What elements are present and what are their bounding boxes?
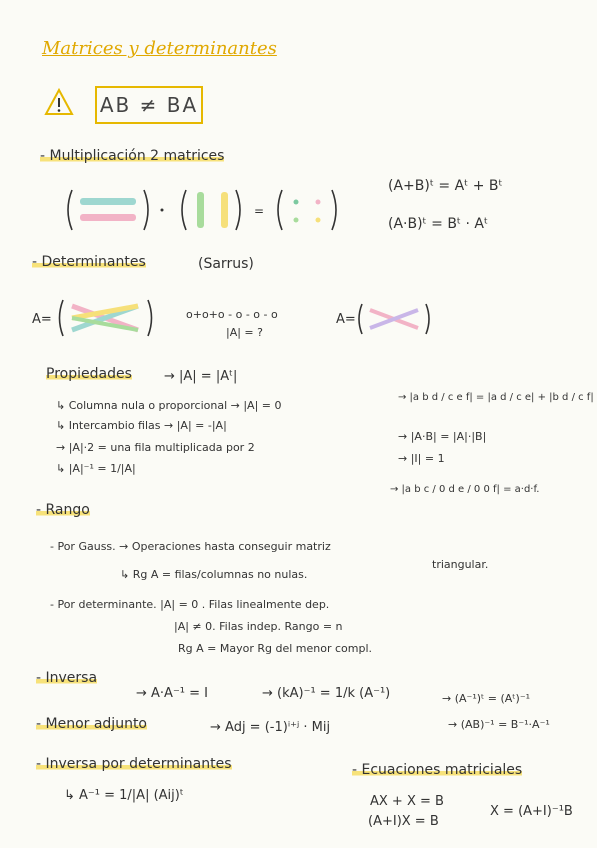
property-item-4: ↳ |A|⁻¹ = 1/|A| [56, 462, 136, 475]
sarrus-diagram-2 [356, 302, 432, 336]
inverse-rule-3: → (A⁻¹)ᵗ = (Aᵗ)⁻¹ [442, 692, 531, 705]
adjoint-heading: - Menor adjunto [36, 716, 147, 732]
rank-determinant: - Por determinante. |A| = 0 . Filas linealmente dep. [50, 598, 330, 611]
matrix-equation-1: AX + X = B [370, 794, 444, 809]
properties-main-rule: → |A| = |Aᵗ| [164, 369, 238, 384]
matrix-equation-2: (A+I)X = B [368, 814, 439, 829]
property-right-1: → |a b d / c e f| = |a d / c e| + |b d / c f| [398, 392, 594, 403]
inverse-heading: - Inversa [36, 670, 98, 686]
property-right-3: → |I| = 1 [398, 452, 445, 465]
properties-heading: Propiedades [46, 366, 132, 382]
matrix-a-label: A= [32, 312, 52, 327]
inverse-by-determinants-heading: - Inversa por determinantes [36, 756, 232, 772]
transpose-sum-rule: (A+B)ᵗ = Aᵗ + Bᵗ [388, 178, 503, 194]
rank-gauss-cont: triangular. [432, 558, 489, 571]
property-right-4: → |a b c / 0 d e / 0 0 f| = a·d·f. [390, 484, 540, 495]
multiplication-heading: - Multiplicación 2 matrices [40, 148, 225, 164]
page-title: Matrices y determinantes [42, 38, 277, 59]
inverse-rule-4: → (AB)⁻¹ = B⁻¹·A⁻¹ [448, 718, 550, 731]
ab-not-equal-ba-box: AB ≠ BA [95, 86, 203, 124]
inverse-rule-1: → A·A⁻¹ = I [136, 686, 209, 701]
rank-gauss-result: ↳ Rg A = filas/columnas no nulas. [120, 568, 308, 581]
property-item-1: ↳ Columna nula o proporcional → |A| = 0 [56, 399, 282, 412]
sarrus-diagram [56, 298, 156, 338]
warning-icon [44, 88, 74, 116]
matrix-a-label-2: A= [336, 312, 356, 327]
rank-gauss: - Por Gauss. → Operaciones hasta conseguir matriz [50, 540, 331, 553]
inverse-by-determinants-formula: ↳ A⁻¹ = 1/|A| (Aij)ᵗ [64, 788, 184, 803]
abs-a-value: |A| = ? [226, 326, 263, 339]
sarrus-label: (Sarrus) [198, 256, 254, 272]
rank-determinant-3: Rg A = Mayor Rg del menor compl. [178, 642, 373, 655]
svg-text:=: = [254, 204, 265, 218]
transpose-product-rule: (A·B)ᵗ = Bᵗ · Aᵗ [388, 216, 489, 232]
inverse-rule-2: → (kA)⁻¹ = 1/k (A⁻¹) [262, 686, 391, 701]
determinants-heading: - Determinantes [32, 254, 146, 270]
sarrus-sum-line: o+o+o - o - o - o [186, 308, 278, 321]
matrix-equation-3: X = (A+I)⁻¹B [490, 804, 573, 819]
adjoint-formula: → Adj = (-1)ⁱ⁺ʲ · Mij [210, 720, 331, 735]
property-item-2: ↳ Intercambio filas → |A| = -|A| [56, 419, 227, 432]
rank-determinant-2: |A| ≠ 0. Filas indep. Rango = n [174, 620, 343, 633]
property-item-3: → |A|·2 = una fila multiplicada por 2 [56, 441, 255, 454]
property-right-2: → |A·B| = |A|·|B| [398, 430, 487, 443]
matrix-multiplication-sketch [64, 186, 354, 236]
rank-heading: - Rango [36, 502, 90, 518]
matrix-equations-heading: - Ecuaciones matriciales [352, 762, 523, 778]
